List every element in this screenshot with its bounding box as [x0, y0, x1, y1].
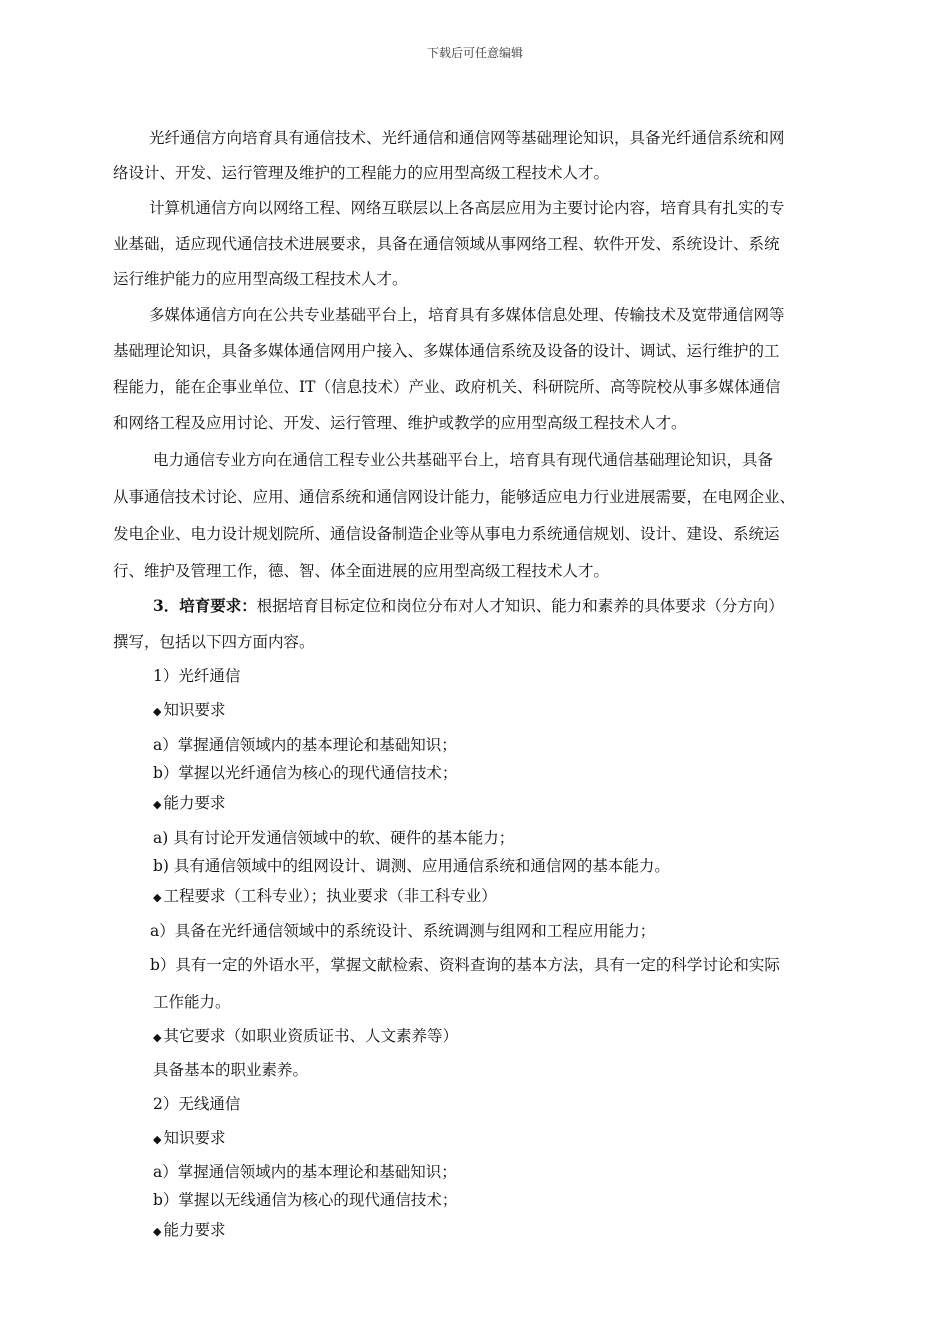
- diamond-bullet-icon: ◆: [153, 1133, 162, 1146]
- s1-knowledge-b: b）掌握以光纤通信为核心的现代通信技术；: [153, 764, 458, 782]
- s1-ability-a: a) 具有讨论开发通信领域中的软、硬件的基本能力；: [153, 829, 515, 847]
- s1-engineering-a: a）具备在光纤通信领域中的系统设计、系统调测与组网和工程应用能力；: [150, 922, 656, 940]
- s1-ability-b: b) 具有通信领域中的组网设计、调测、应用通信系统和通信网的基本能力。: [153, 857, 670, 875]
- req-line-1: [153, 596, 784, 616]
- s1-engineering-b-1: b）具有一定的外语水平，掌握文献检索、资料查询的基本方法，具有一定的科学讨论和实际: [150, 956, 780, 974]
- s1-engineering-heading: ◆ 工程要求（工科专业）；执业要求（非工科专业）: [153, 887, 497, 905]
- s1-ability-heading: ◆ 能力要求: [153, 794, 226, 812]
- s1-knowledge-heading: ◆ 知识要求: [153, 701, 226, 719]
- diamond-bullet-icon: ◆: [153, 1031, 162, 1044]
- p3-line-2: 基础理论知识，具备多媒体通信网用户接入、多媒体通信系统及设备的设计、调试、运行维护的工: [113, 342, 780, 360]
- s1-knowledge-a: a）掌握通信领域内的基本理论和基础知识；: [153, 736, 457, 754]
- p1-line-2: 络设计、开发、运行管理及维护的工程能力的应用型高级工程技术人才。: [113, 164, 610, 182]
- diamond-bullet-icon: ◆: [153, 1225, 162, 1238]
- p4-line-1: 电力通信专业方向在通信工程专业公共基础平台上，培育具有现代通信基础理论知识，具备: [153, 451, 774, 469]
- p2-line-2: 业基础，适应现代通信技术进展要求，具备在通信领域从事网络工程、软件开发、系统设计、系统: [113, 235, 780, 253]
- s2-knowledge-heading: ◆ 知识要求: [153, 1129, 226, 1147]
- p3-line-3: 程能力，能在企事业单位、IT（信息技术）产业、政府机关、科研院所、高等院校从事多媒体通信: [113, 378, 781, 396]
- p4-line-2: 从事通信技术讨论、应用、通信系统和通信网设计能力，能够适应电力行业进展需要，在电网企业、: [113, 488, 796, 506]
- s2-knowledge-b: b）掌握以无线通信为核心的现代通信技术；: [153, 1191, 458, 1209]
- diamond-bullet-icon: ◆: [153, 798, 162, 811]
- p3-line-1: 多媒体通信方向在公共专业基础平台上，培育具有多媒体信息处理、传输技术及宽带通信网等: [149, 306, 785, 324]
- req-line-2: 撰写，包括以下四方面内容。: [113, 633, 315, 651]
- req-text-1: 根据培育目标定位和岗位分布对人才知识、能力和素养的具体要求（分方向）: [256, 597, 784, 615]
- p2-line-3: 运行维护能力的应用型高级工程技术人才。: [113, 270, 408, 288]
- s1-engineering-b-2: 工作能力。: [153, 993, 231, 1011]
- req-number: 3．培育要求：: [153, 596, 257, 615]
- p1-line-1: 光纤通信方向培育具有通信技术、光纤通信和通信网等基础理论知识，具备光纤通信系统和网: [149, 129, 785, 147]
- p2-line-1: 计算机通信方向以网络工程、网络互联层以上各高层应用为主要讨论内容，培育具有扎实的专: [149, 199, 785, 217]
- diamond-bullet-icon: ◆: [153, 705, 162, 718]
- p4-line-3: 发电企业、电力设计规划院所、通信设备制造企业等从事电力系统通信规划、设计、建设、系统运: [113, 525, 780, 543]
- diamond-bullet-icon: ◆: [153, 891, 162, 904]
- s2-ability-heading: ◆ 能力要求: [153, 1221, 226, 1239]
- s1-title: 1）光纤通信: [153, 667, 241, 685]
- s1-other-text: 具备基本的职业素养。: [153, 1061, 309, 1079]
- p4-line-4: 行、维护及管理工作，德、智、体全面进展的应用型高级工程技术人才。: [113, 562, 610, 580]
- s2-title: 2）无线通信: [153, 1095, 241, 1113]
- s2-knowledge-a: a）掌握通信领域内的基本理论和基础知识；: [153, 1163, 457, 1181]
- s1-other-heading: ◆ 其它要求（如职业资质证书、人文素养等）: [153, 1027, 458, 1045]
- page-header: 下载后可任意编辑: [426, 46, 523, 60]
- p3-line-4: 和网络工程及应用讨论、开发、运行管理、维护或教学的应用型高级工程技术人才。: [113, 414, 687, 432]
